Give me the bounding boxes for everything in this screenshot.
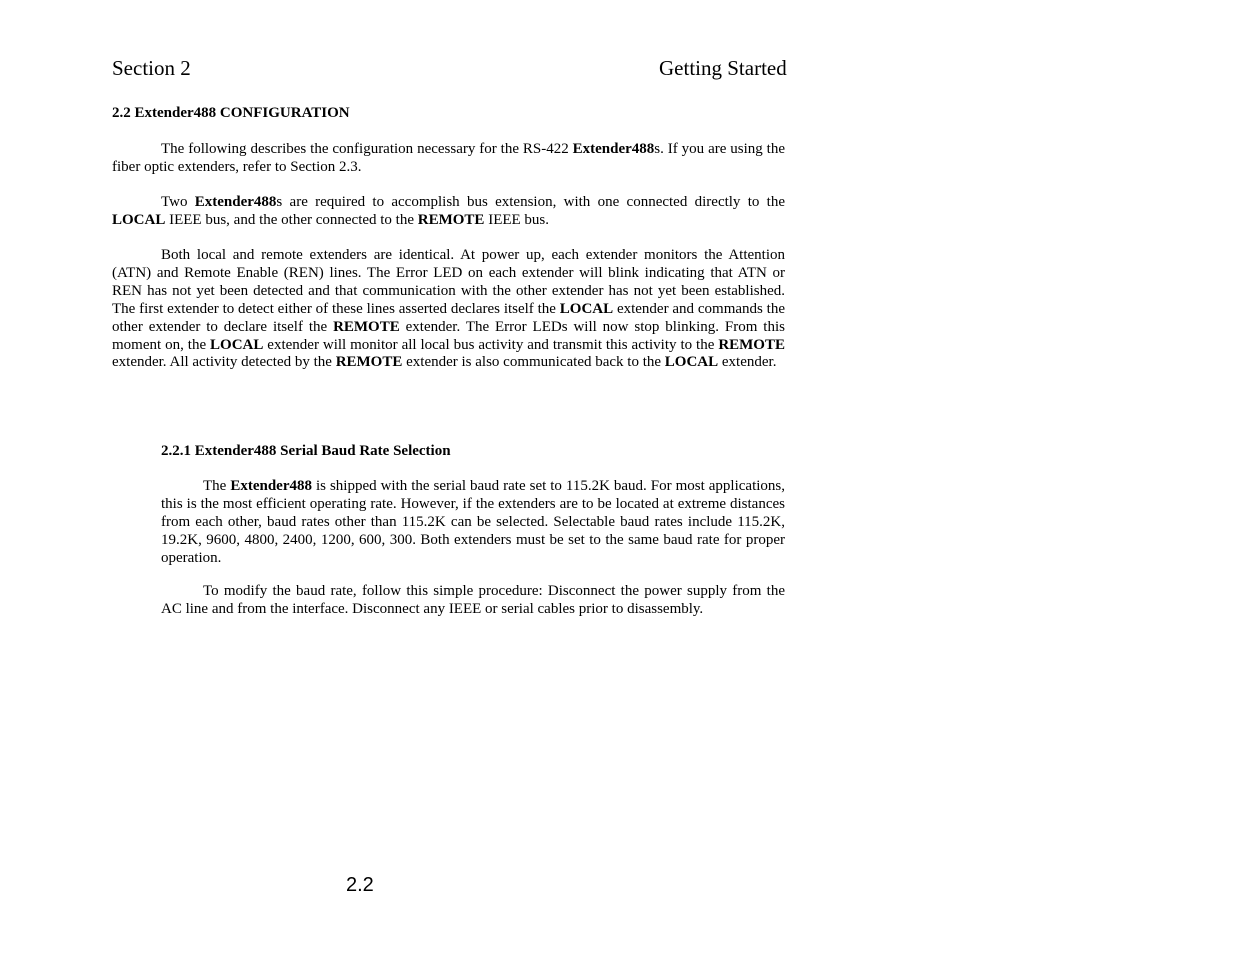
bold-term: LOCAL [559,300,614,317]
text-run: Two [161,194,195,210]
text-run: extender. All activity detected by the [112,354,336,371]
text-run: s are required to accomplish bus extension, with one connected directly to the [276,194,786,210]
header-section-label: Section 2 [112,56,191,80]
section-paragraph-2 [112,194,785,230]
page-number: 2.2 [346,874,374,896]
text-run: extender and commands the other extender to declare itself the [112,300,785,335]
text-run: extender. The Error LEDs will now stop blinking. From this moment on, the [112,318,785,353]
header-chapter-title: Getting Started [659,56,787,80]
text-run: IEEE bus, and the other connected to the [165,211,418,228]
subsection-paragraph-1 [161,478,785,568]
text-run: Both local and remote extenders are identical. At power up, each extender monitors the Attention (ATN) and Remote Enable (REN) lines. The Error LED on each extender will blink indicating that ATN or REN has not yet been detected and that communication with the other extender has not yet been established. The first extender to detect either of these lines asserted declares itself the [112,247,785,317]
bold-term: Extender488 [194,194,277,210]
bold-term: Extender488 [572,141,655,157]
section-paragraph-1 [112,141,785,177]
text-run: is shipped with the serial baud rate set to 115.2K baud. For most applications, this is the most efficient operating rate. However, if the extenders are to be located at extreme distances from each other, baud rates other than 115.2K can be selected. Selectable baud rates include 115.2K, 19.2K, 9600, 4800, 2400, 1200, 600, 300. Both extenders must be set to the same baud rate for proper operation. [161,478,785,566]
text-run: To modify the baud rate, follow this simple procedure: Disconnect the power supply from the AC line and from the interface. Disconnect any IEEE or serial cables prior to disassembly. [161,583,785,617]
subsection-paragraph-2 [161,583,785,619]
bold-term: REMOTE [417,211,485,228]
subsection-heading: 2.2.1 Extender488 Serial Baud Rate Selection [161,443,451,459]
text-run: The [203,478,231,494]
bold-term: LOCAL [112,211,166,228]
bold-term: LOCAL [664,354,719,371]
text-run: IEEE bus. [484,211,550,228]
bold-term: LOCAL [210,336,264,353]
bold-term: REMOTE [333,318,400,335]
text-run: extender. [718,354,777,371]
bold-term: Extender488 [230,478,312,494]
text-run: extender is also communicated back to the [402,354,665,371]
section-heading: 2.2 Extender488 CONFIGURATION [112,105,350,121]
section-paragraph-3 [112,247,785,372]
bold-term: REMOTE [718,336,785,353]
text-run: s. If you are using the fiber optic extenders, refer to Section 2.3. [112,141,785,175]
text-run: extender will monitor all local bus activity and transmit this activity to the [263,336,719,353]
text-run: The following describes the configuration necessary for the RS-422 [161,141,573,157]
bold-term: REMOTE [335,354,403,371]
